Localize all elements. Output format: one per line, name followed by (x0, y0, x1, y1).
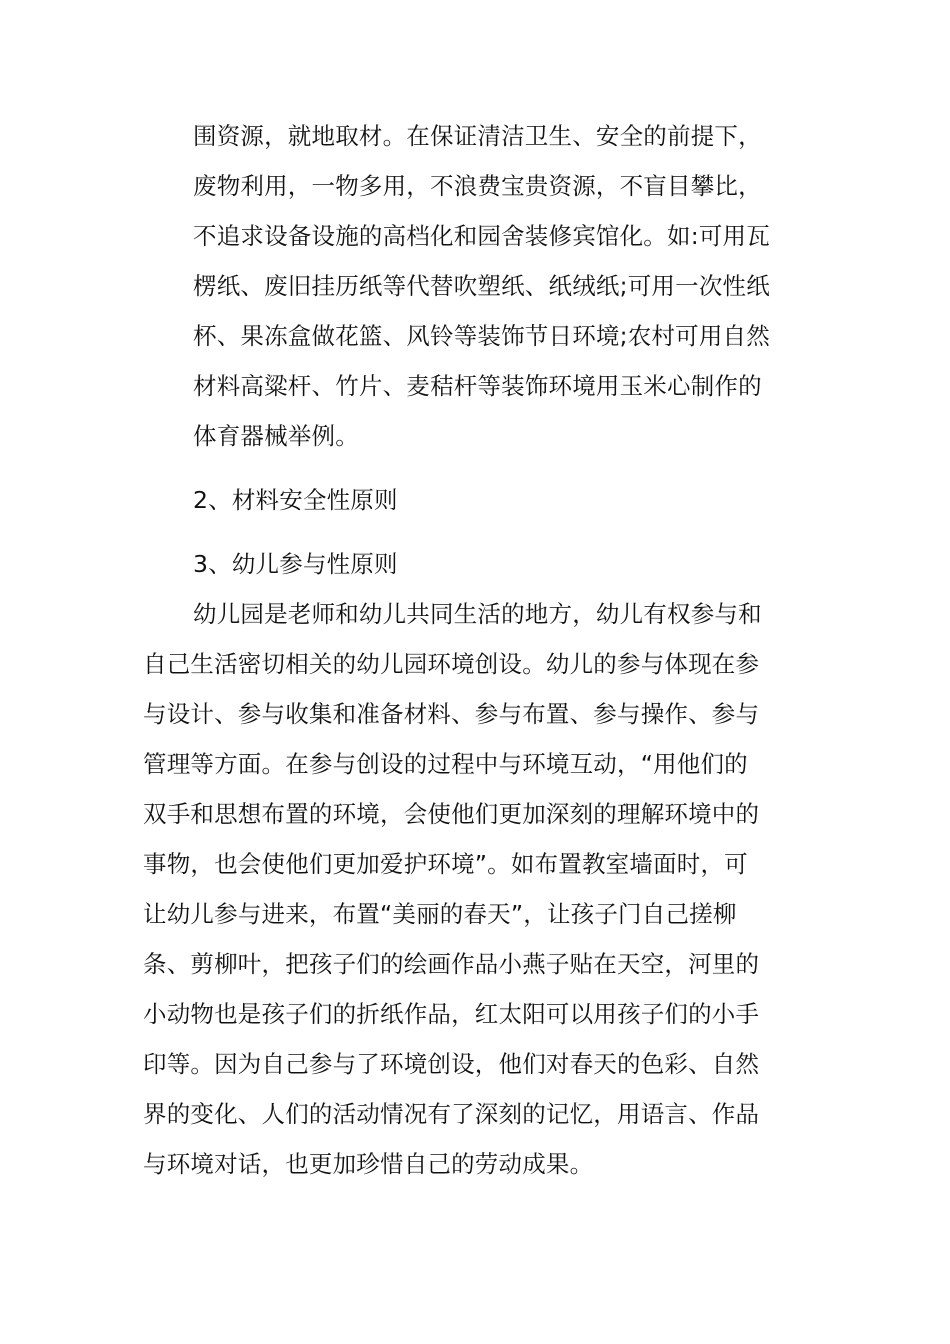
paragraph-2-line: 与环境对话，也更加珍惜自己的劳动成果。 (143, 1150, 594, 1178)
paragraph-1-line: 材料高粱杆、竹片、麦秸杆等装饰环境用玉米心制作的 (193, 372, 762, 400)
paragraph-1-line: 围资源，就地取材。在保证清洁卫生、安全的前提下， (193, 122, 762, 150)
paragraph-2-line: 自己生活密切相关的幼儿园环境创设。幼儿的参与体现在参 (143, 650, 760, 678)
paragraph-2-line: 管理等方面。在参与创设的过程中与环境互动，“用他们的 (143, 750, 748, 778)
paragraph-1-line: 体育器械举例。 (193, 422, 359, 450)
section-heading-material-safety: 2、材料安全性原则 (193, 486, 398, 514)
paragraph-2-line: 印等。因为自己参与了环境创设，他们对春天的色彩、自然 (143, 1050, 760, 1078)
paragraph-1-line: 不追求设备设施的高档化和园舍装修宾馆化。如:可用瓦 (193, 222, 770, 250)
paragraph-1-line: 楞纸、废旧挂历纸等代替吹塑纸、纸绒纸;可用一次性纸 (193, 272, 770, 300)
paragraph-1-line: 废物利用，一物多用，不浪费宝贵资源，不盲目攀比， (193, 172, 762, 200)
section-heading-child-participation: 3、幼儿参与性原则 (193, 550, 398, 578)
paragraph-2-line: 事物，也会使他们更加爱护环境”。如布置教室墙面时，可 (143, 850, 748, 878)
paragraph-2-line: 小动物也是孩子们的折纸作品，红太阳可以用孩子们的小手 (143, 1000, 760, 1028)
paragraph-2-line: 条、剪柳叶，把孩子们的绘画作品小燕子贴在天空，河里的 (143, 950, 760, 978)
paragraph-2-line: 让幼儿参与进来，布置“美丽的春天”，让孩子门自己搓柳 (143, 900, 737, 928)
paragraph-1-line: 杯、果冻盒做花篮、风铃等装饰节日环境;农村可用自然 (193, 322, 770, 350)
paragraph-2-line: 双手和思想布置的环境，会使他们更加深刻的理解环境中的 (143, 800, 760, 828)
paragraph-2-line: 界的变化、人们的活动情况有了深刻的记忆，用语言、作品 (143, 1100, 760, 1128)
paragraph-2-line: 幼儿园是老师和幼儿共同生活的地方，幼儿有权参与和 (193, 600, 762, 628)
paragraph-2-line: 与设计、参与收集和准备材料、参与布置、参与操作、参与 (143, 700, 760, 728)
